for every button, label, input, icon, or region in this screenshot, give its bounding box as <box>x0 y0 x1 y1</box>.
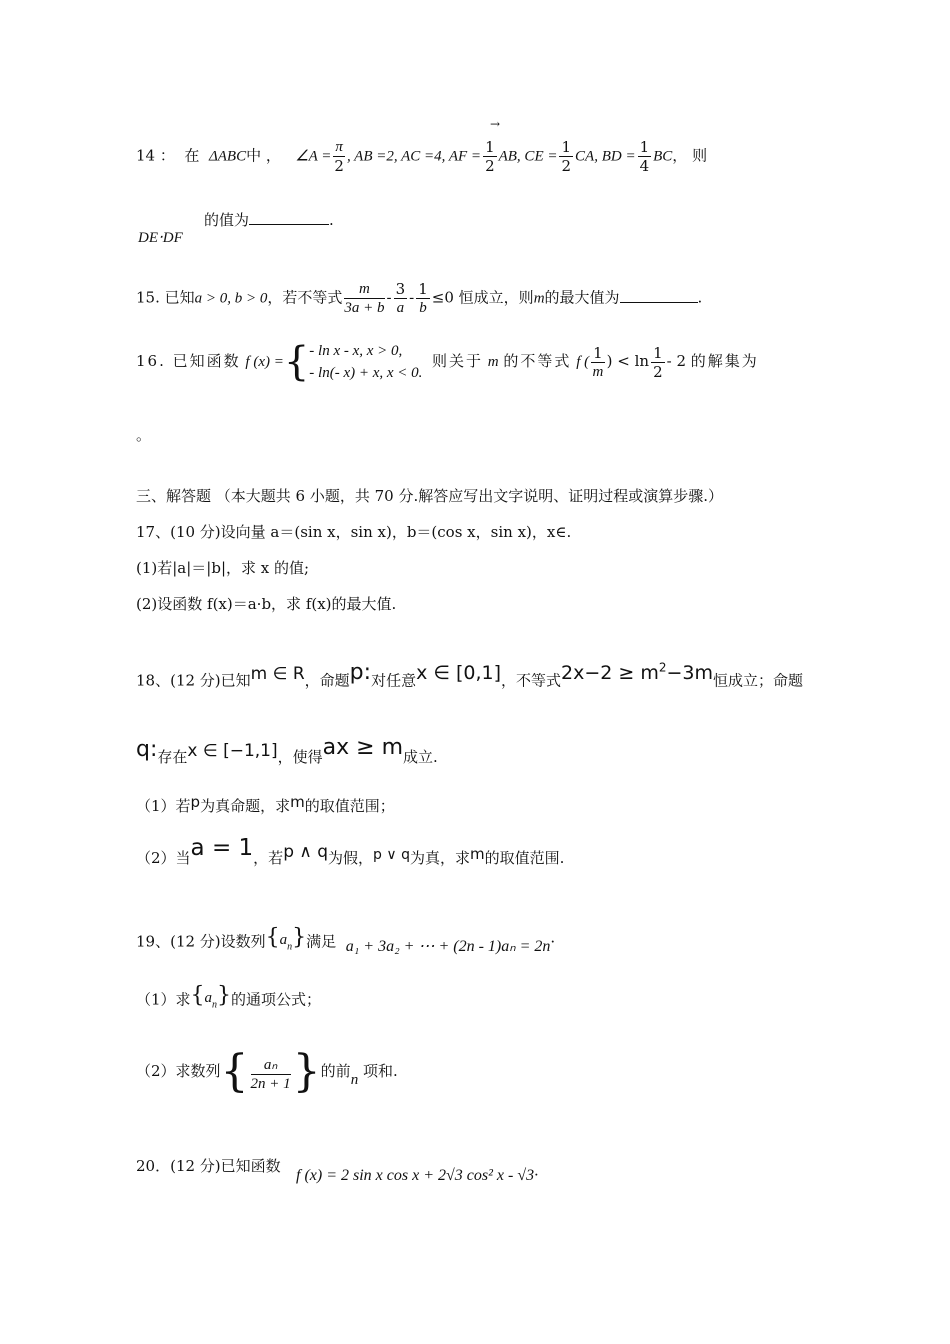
q18-s1c: 的取值范围； <box>304 797 395 815</box>
q16-brace-icon: { <box>283 339 310 385</box>
q19-set-an: $\{a_n\}$ <box>265 925 307 953</box>
q14-arrow: → <box>490 117 501 131</box>
q18-ineq: $2x-2 \ge m^2-3m$ <box>561 661 714 685</box>
q18-line2 <box>136 735 438 767</box>
q18-s1b: 为真命题，求 <box>200 797 291 815</box>
q19-s2b: 的前 <box>320 1062 351 1080</box>
q17-line1: 17、(10 分)设向量 a＝(sin x，sin x)，b＝(cos x，sin x)，x∈. <box>136 523 572 541</box>
q19-set-frac: { $\frac{\text{aₙ}}{2n + 1}$ } <box>220 1046 321 1097</box>
q14-half-frac-2: $\frac{1}{2}$ <box>561 138 572 175</box>
q18-p-label: p: <box>349 660 372 686</box>
q15-tail2: 的最大值为 <box>544 288 620 307</box>
q18-p2: ，命题 <box>304 671 350 690</box>
q14-end: . <box>329 211 334 229</box>
q19-s2a: （2）求数列 <box>136 1062 221 1080</box>
q14-intro: 在 <box>184 146 200 165</box>
q18-pq-and: p ∧ q <box>283 842 329 862</box>
q14-conds: , AB =2, AC =4, AF = <box>346 148 482 165</box>
q15-m2: m <box>533 290 545 307</box>
q14-ca-bd: CA, BD = <box>575 148 636 165</box>
q16-cases <box>309 340 422 384</box>
q19-equation: a₁ + 3a₂ + ⋯ + (2n - 1)aₙ = 2n <box>345 937 551 955</box>
answer-blank-15[interactable] <box>620 288 698 303</box>
q19-p1: 19、(12 分)设数列 <box>136 932 266 951</box>
q16-tail: 的解集为 <box>690 352 759 370</box>
q19-set-an-2: $\{a_n\}$ <box>190 983 232 1011</box>
q17-line2: (1)若|a|＝|b|，求 x 的值; <box>136 559 310 577</box>
q18-line1 <box>136 660 804 690</box>
q18-x11: x ∈ [−1,1] <box>187 741 278 761</box>
q16-f: f ( <box>576 354 590 370</box>
q19-s1a: （1）求 <box>136 990 191 1009</box>
q18-x01: x ∈ [0,1] <box>416 662 501 685</box>
q18-s2a: （2）当 <box>136 849 191 867</box>
q14-quarter-frac: $\frac{1}{4}$ <box>639 138 650 175</box>
q16-case1: - ln x - x, x > 0, <box>309 343 403 359</box>
q18-p8: 成立. <box>403 748 438 766</box>
q16-period: 。 <box>136 426 152 444</box>
q20-eq: f (x) = 2 sin x cos x + 2√3 cos² x - √3 <box>296 1167 535 1184</box>
q15-frac-3a: $\frac{3}{a}$ <box>395 280 406 316</box>
q18-sub2 <box>136 835 565 869</box>
q19-sub2 <box>136 1046 398 1097</box>
q18-mR: m ∈ R <box>250 664 305 685</box>
q15-tail: 恒成立，则 <box>458 288 534 307</box>
q15-mid: ，若不等式 <box>267 288 343 307</box>
q18-p7: ，使得 <box>277 748 323 766</box>
q14-bc: BC <box>653 148 673 165</box>
q16-m: m <box>487 354 499 370</box>
q19-line1 <box>136 925 556 957</box>
q15-line <box>136 280 702 317</box>
q15-cond: a > 0, b > 0 <box>194 290 268 307</box>
q14-line <box>136 138 707 175</box>
q15-end: . <box>697 288 703 307</box>
q15-le0: ≤0 <box>431 288 454 307</box>
q14-number: 14 ： <box>136 146 175 165</box>
q19-sub1 <box>136 983 322 1015</box>
q15-frac-1b: $\frac{1}{b}$ <box>418 280 428 316</box>
q14-mid: 中 ， <box>246 146 281 165</box>
q18-p4: ，不等式 <box>501 671 562 690</box>
q17-line3: (2)设函数 f(x)＝a·b，求 f(x)的最大值. <box>136 595 397 613</box>
q14-angle: ∠A = <box>295 148 332 165</box>
q15-frac-m: $\frac{m}{3a + b}$ <box>344 281 385 316</box>
q19-n: n <box>350 1072 359 1088</box>
q20-dot: · <box>534 1167 539 1184</box>
answer-blank-14[interactable] <box>249 210 329 225</box>
q18-s1a: （1）若 <box>136 797 191 815</box>
q18-p3: 对任意 <box>371 671 417 690</box>
q14-dedf: DE⋅DF <box>138 230 183 246</box>
q14-tail: 的值为 <box>204 211 250 229</box>
q14-triangle: ΔABC <box>208 148 247 165</box>
q18-p5: 恒成立；命题 <box>713 671 804 690</box>
q15-minus2: - <box>409 288 415 307</box>
q18-s1m: m <box>290 793 305 811</box>
q18-p1: 18、(12 分)已知 <box>136 671 251 690</box>
q19-p2: 满足 <box>306 932 337 951</box>
q19-s2c: 项和. <box>362 1062 398 1080</box>
q18-s1p: p <box>190 793 201 811</box>
q16-fx: f (x) = <box>245 354 284 370</box>
q18-s2b: ，若 <box>253 849 284 867</box>
q18-sub1 <box>136 793 395 816</box>
q20-equation <box>296 1166 538 1186</box>
q14-then: ， 则 <box>672 146 708 165</box>
q18-q-label: q: <box>136 737 158 762</box>
q18-pq-or: p ∨ q <box>373 847 410 863</box>
q18-p6: 存在 <box>157 748 188 766</box>
q19-s1b: 的通项公式； <box>231 990 322 1009</box>
q14-tail-line <box>204 210 334 230</box>
q16-frac-1m: $\frac{1}{m}$ <box>592 343 604 380</box>
q16-line <box>136 340 759 384</box>
q20-p1: 20．(12 分)已知函数 <box>136 1157 281 1175</box>
q14-pi-frac: $\frac{\pi}{2}$ <box>334 139 344 175</box>
q14-ab-ce: AB, CE = <box>498 148 558 165</box>
q18-s2c: 为假， <box>328 849 374 867</box>
q16-number: 16. 已知函数 <box>136 352 241 370</box>
q16-case2: - ln(- x) + x, x < 0. <box>309 365 423 381</box>
q16-frac-half: $\frac{1}{2}$ <box>653 343 663 381</box>
q16-minus2: - 2 <box>666 352 687 370</box>
q18-axm: ax ≥ m <box>322 735 404 760</box>
q20-line1 <box>136 1156 281 1176</box>
q14-half-frac: $\frac{1}{2}$ <box>485 138 495 175</box>
q18-a1: a = 1 <box>190 835 254 861</box>
section-3-heading: 三、解答题 （本大题共 6 小题，共 70 分.解答应写出文字说明、证明过程或演算步骤.） <box>136 487 724 505</box>
q18-s2m: m <box>469 845 485 863</box>
q15-minus1: - <box>386 288 392 307</box>
q19-dot: · <box>550 932 556 951</box>
q18-s2d: 为真，求 <box>409 849 470 867</box>
q18-s2e: 的取值范围. <box>484 849 565 867</box>
q16-mid: 则关于 <box>431 352 483 370</box>
q16-mid2: 的不等式 <box>503 352 572 370</box>
q16-close: ) < ln <box>606 352 650 370</box>
q15-number: 15. 已知 <box>136 288 195 307</box>
